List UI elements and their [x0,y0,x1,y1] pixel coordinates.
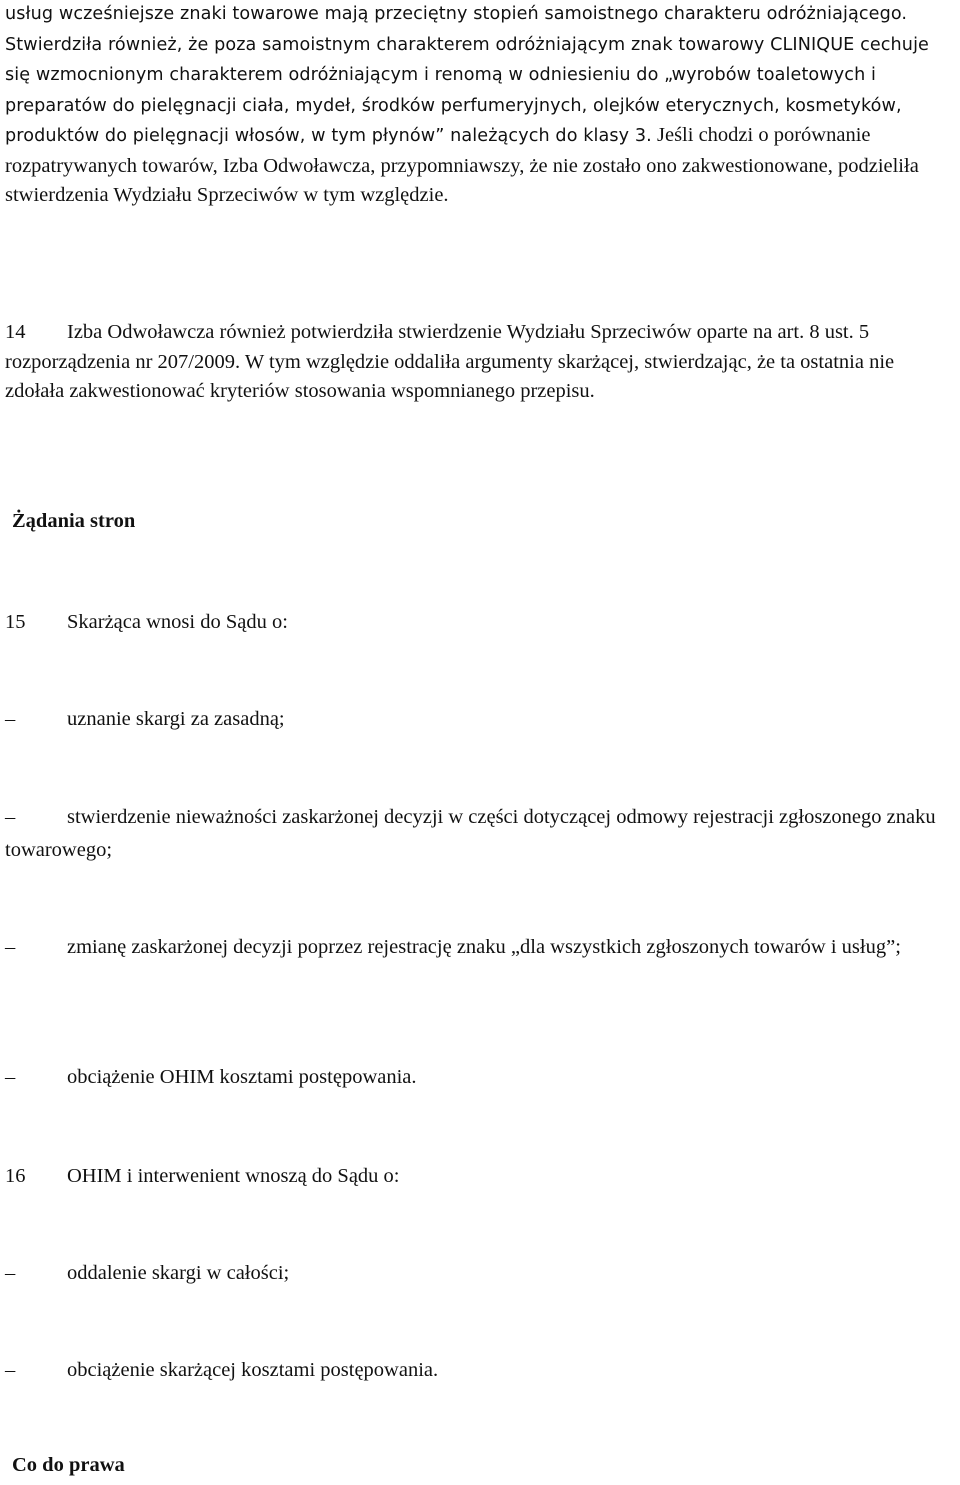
list-item-text: obciążenie OHIM kosztami postępowania. [67,1066,417,1088]
paragraph-15 [5,606,957,639]
list-item [5,931,957,964]
dash-bullet: – [5,936,16,958]
dash-bullet: – [5,708,16,730]
paragraph-number: 16 [5,1165,26,1187]
paragraph-top [5,0,957,211]
dash-bullet: – [5,1262,16,1284]
list-item-text: obciążenie skarżącej kosztami postępowania. [67,1359,439,1381]
dash-bullet: – [5,806,16,828]
paragraph-14-text: Izba Odwoławcza również potwierdziła stwierdzenie Wydziału Sprzeciwów oparte na art. 8 ust. 5 rozporządzenia nr 207/2009. W tym względzie oddaliła argumenty skarżącej, stwierdzając, że ta ostatnia nie zdołała zakwestionować kryteriów stosowania wspomnianego przepisu. [5,321,895,402]
list-item-text: oddalenie skargi w całości; [67,1262,290,1284]
list-item-text: stwierdzenie nieważności zaskarżonej decyzji w części dotyczącej odmowy rejestracji zgłoszonego znaku towarowego; [5,806,936,861]
paragraph-top-sans-text: usług wcześniejsze znaki towarowe mają przeciętny stopień samoistnego charakteru odróżniającego. Stwierdziła również, że poza samoistnym charakterem odróżniającym znak towarowy CLINIQUE cechuje się wzmocnionym charakterem odróżniającym i renomą w odniesieniu do „wyrobów toaletowych i preparatów do pielęgnacji ciała, mydeł, środków perfumeryjnych, olejków eterycznych, kosmetyków, produktów do pielęgnacji włosów, w tym płynów” należących do klasy 3. [5,4,929,146]
list-item [5,703,957,736]
list-item-text: zmianę zaskarżonej decyzji poprzez rejestrację znaku „dla wszystkich zgłoszonych towarów i usług”; [67,936,901,958]
heading-law: Co do prawa [12,1454,125,1476]
list-item-text: uznanie skargi za zasadną; [67,708,285,730]
list-item [5,1354,957,1387]
paragraph-16-text: OHIM i interwenient wnoszą do Sądu o: [67,1165,400,1187]
dash-bullet: – [5,1066,16,1088]
list-item [5,801,957,867]
paragraph-number: 14 [5,321,26,343]
paragraph-number: 15 [5,611,26,633]
paragraph-15-text: Skarżąca wnosi do Sądu o: [67,611,288,633]
paragraph-14 [5,318,957,407]
dash-bullet: – [5,1359,16,1381]
heading-claims: Żądania stron [12,510,136,532]
paragraph-16 [5,1160,957,1193]
list-item [5,1257,957,1290]
list-item [5,1061,957,1094]
paragraph-top-serif-text: Jeśli chodzi o porównanie rozpatrywanych towarów, Izba Odwoławcza, przypomniawszy, że nie zostało ono zakwestionowane, podzieliła stwierdzenia Wydziału Sprzeciwów w tym względzie. [5,124,919,206]
